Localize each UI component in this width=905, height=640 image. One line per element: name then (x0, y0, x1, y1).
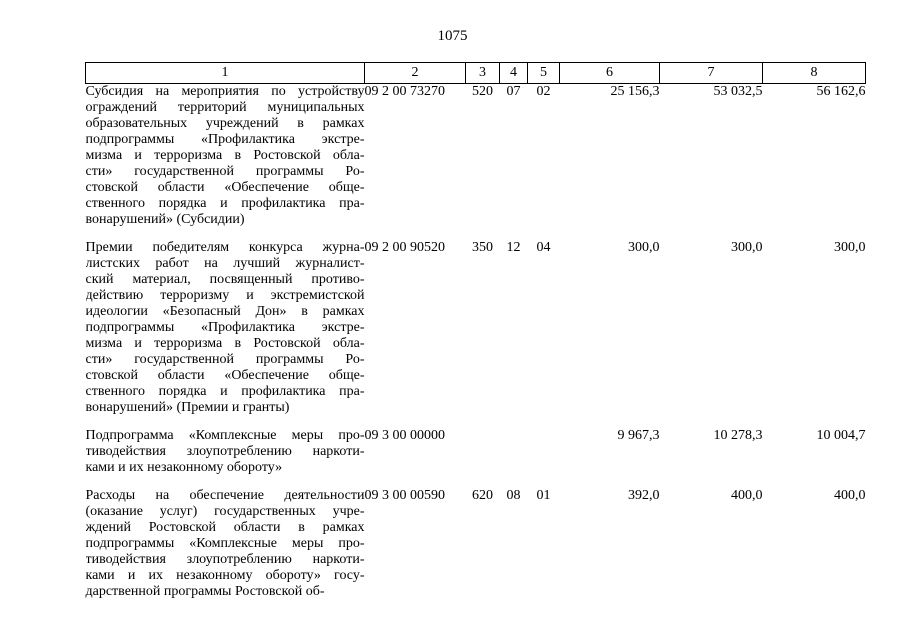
header-col-7: 7 (660, 63, 763, 84)
description-line: действию терроризму и экстремистской (85, 288, 365, 303)
description-line: Подпрограмма «Комплексные меры про- (85, 428, 365, 443)
subsection-code: 01 (536, 488, 551, 503)
header-row (86, 63, 866, 84)
description-line: (оказание услуг) государственных учре- (85, 504, 365, 519)
section-code: 12 (506, 240, 521, 255)
header-col-2: 2 (365, 63, 466, 84)
description-line: ками и их незаконному обороту» (85, 460, 283, 475)
description-line: ограждений территорий муниципальных (85, 100, 365, 115)
description-line: мизма и терроризма в Ростовской обла- (85, 336, 365, 351)
amount-col-6: 392,0 (628, 488, 660, 503)
subsection-code (528, 428, 560, 488)
amount-col-6: 9 967,3 (617, 428, 660, 443)
table-row (86, 488, 866, 612)
description-line: подпрограммы «Профилактика экстре- (85, 320, 365, 335)
description-line: ственного порядка и профилактика пра- (85, 384, 365, 399)
row-description (86, 240, 365, 428)
description-line: образовательных учреждений в рамках (85, 116, 365, 131)
header-col-8: 8 (763, 63, 866, 84)
description-line: листских работ на лучший журналист- (85, 256, 365, 271)
description-line: ственного порядка и профилактика пра- (85, 196, 365, 211)
amount-col-8: 400,0 (834, 488, 866, 503)
target-article-code: 09 3 00 00590 (364, 488, 445, 503)
subsection-code: 02 (536, 84, 551, 99)
description-line: ский материал, посвященный противо- (85, 272, 365, 287)
amount-col-8: 300,0 (834, 240, 866, 255)
description-line: мизма и терроризма в Ростовской обла- (85, 148, 365, 163)
row-description (86, 84, 365, 241)
target-article-code: 09 3 00 00000 (364, 428, 445, 443)
table-body (86, 84, 866, 613)
amount-col-8: 10 004,7 (816, 428, 866, 443)
page-number: 1075 (437, 28, 468, 44)
subsection-code: 04 (536, 240, 551, 255)
expense-type-code: 620 (472, 488, 493, 503)
description-line: вонарушений» (Субсидии) (85, 212, 245, 227)
description-line: подпрограммы «Комплексные меры про- (85, 536, 365, 551)
table-row (86, 84, 866, 241)
amount-col-7: 400,0 (731, 488, 763, 503)
budget-table (85, 62, 866, 612)
header-col-1: 1 (86, 63, 365, 84)
description-line: сти» государственной программы Ро- (85, 352, 365, 367)
description-line: дарственной программы Ростовской об- (85, 584, 325, 599)
description-line: подпрограммы «Профилактика экстре- (85, 132, 365, 147)
header-col-5: 5 (528, 63, 560, 84)
header-col-3: 3 (466, 63, 500, 84)
description-line: идеологии «Безопасный Дон» в рамках (85, 304, 365, 319)
row-description (86, 428, 365, 488)
description-line: ками и их незаконному обороту» госу- (85, 568, 365, 583)
description-line: ждений Ростовской области в рамках (85, 520, 365, 535)
description-line: сти» государственной программы Ро- (85, 164, 365, 179)
description-line: тиводействия злоупотреблению наркоти- (85, 552, 365, 567)
table-row (86, 428, 866, 488)
target-article-code: 09 2 00 90520 (364, 240, 445, 255)
expense-type-code: 350 (472, 240, 493, 255)
amount-col-7: 53 032,5 (713, 84, 763, 99)
description-line: Субсидия на мероприятия по устройству (85, 84, 365, 99)
description-line: Расходы на обеспечение деятельности (85, 488, 365, 503)
amount-col-7: 10 278,3 (713, 428, 763, 443)
amount-col-7: 300,0 (731, 240, 763, 255)
description-line: стовской области «Обеспечение обще- (85, 180, 365, 195)
section-code (500, 428, 528, 488)
section-code: 08 (506, 488, 521, 503)
section-code: 07 (506, 84, 521, 99)
amount-col-8: 56 162,6 (816, 84, 866, 99)
description-line: тиводействия злоупотреблению наркоти- (85, 444, 365, 459)
table-row (86, 240, 866, 428)
amount-col-6: 300,0 (628, 240, 660, 255)
amount-col-6: 25 156,3 (610, 84, 660, 99)
description-line: Премии победителям конкурса журна- (85, 240, 365, 255)
header-col-6: 6 (560, 63, 660, 84)
target-article-code: 09 2 00 73270 (364, 84, 445, 99)
expense-type-code: 520 (472, 84, 493, 99)
expense-type-code (466, 428, 500, 488)
description-line: вонарушений» (Премии и гранты) (85, 400, 290, 415)
header-col-4: 4 (500, 63, 528, 84)
description-line: стовской области «Обеспечение обще- (85, 368, 365, 383)
row-description (86, 488, 365, 612)
